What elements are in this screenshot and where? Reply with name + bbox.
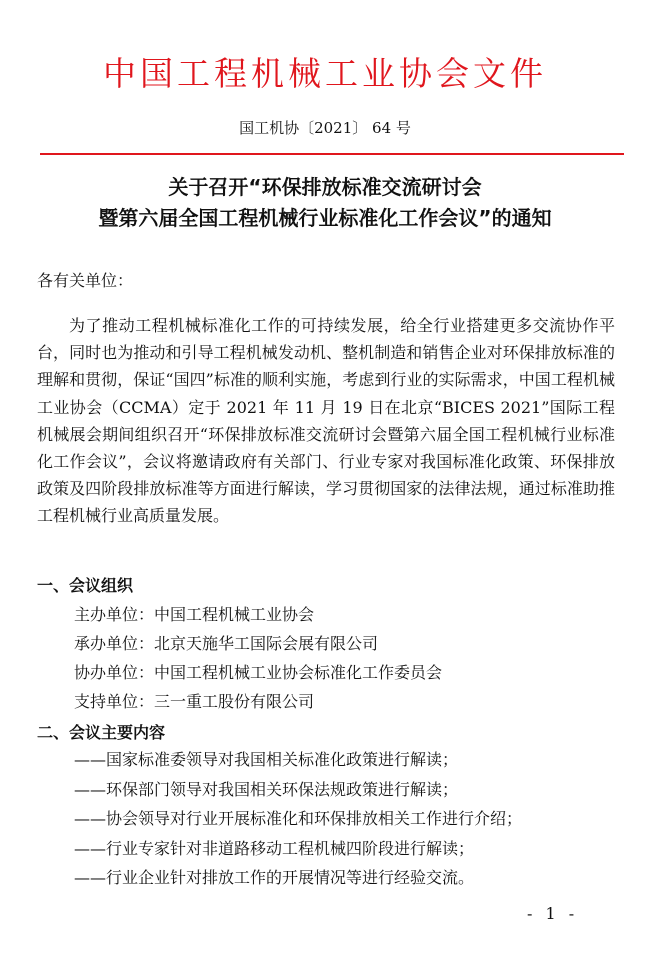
notice-title-line-2: 暨第六届全国工程机械行业标准化工作会议”的通知 <box>98 206 552 230</box>
content-item: ——行业企业针对排放工作的开展情况等进行经验交流。 <box>74 868 475 887</box>
page-number: - 1 - <box>527 904 579 923</box>
content-item: ——协会领导对行业开展标准化和环保排放相关工作进行介绍； <box>74 809 523 828</box>
organization-item: 承办单位：北京天施华工国际会展有限公司 <box>74 634 379 653</box>
red-divider-line <box>40 153 624 155</box>
content-item: ——环保部门领导对我国相关环保法规政策进行解读； <box>74 779 459 799</box>
content-item: ——国家标准委领导对我国相关标准化政策进行解读； <box>74 750 459 769</box>
body-paragraph: 为了推动工程机械标准化工作的可持续发展，给全行业搭建更多交流协作平台，同时也为推动和引导工程机械发动机、整机制造和销售企业对环保排放标准的理解和贯彻，保证“国四”标准的顺利实施，考虑到行业的实际需求，中国工程机械工业协会（CCMA）定于 2021 年 11 月 19 日在北京“BICES 2021”国际工程机械展会期间组织召开“环保排放标准交流研讨会暨第六届全国工程机械行业标准化工作会议”，会议将邀请政府有关部门、行业专家对我国标准化政策、环保排放政策及四阶段排放标准等方面进行解读，学习贯彻国家的法律法规，通过标准助推工程机械行业高质量发展。 <box>37 316 615 526</box>
organization-list <box>74 604 442 720</box>
content-item: ——行业专家针对非道路移动工程机械四阶段进行解读； <box>74 838 475 858</box>
section-heading-content: 二、会议主要内容 <box>37 723 166 742</box>
addressee: 各有关单位： <box>37 271 134 290</box>
content-list <box>74 749 522 897</box>
organization-item: 协办单位：中国工程机械工业协会标准化工作委员会 <box>74 663 443 682</box>
section-heading-organization: 一、会议组织 <box>37 576 134 595</box>
issuing-org-title: 中国工程机械工业协会文件 <box>103 54 547 93</box>
organization-item: 主办单位：中国工程机械工业协会 <box>74 605 315 624</box>
organization-item: 支持单位：三一重工股份有限公司 <box>74 692 315 711</box>
document-number: 国工机协〔2021〕 64 号 <box>239 119 411 137</box>
notice-title-line-1: 关于召开“环保排放标准交流研讨会 <box>168 175 482 199</box>
